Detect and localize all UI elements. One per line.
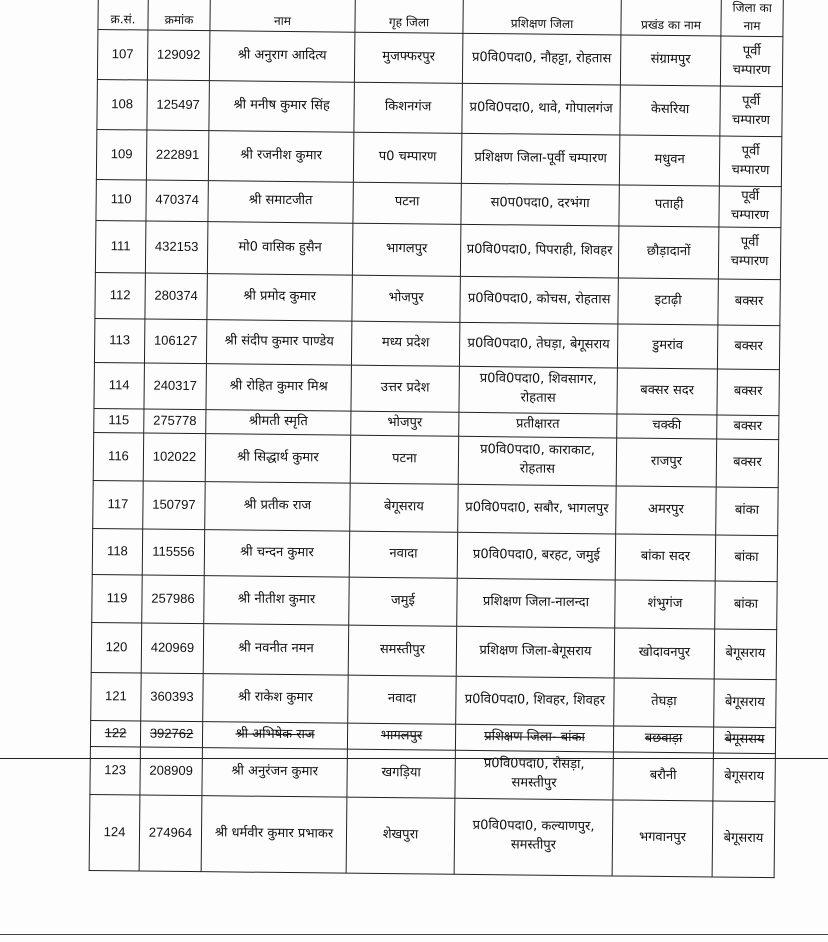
district-name-cell: बेगूसराय — [713, 727, 775, 754]
number-cell: 432153 — [145, 221, 208, 274]
home-district-cell: भोजपुर — [352, 275, 460, 322]
district-name-cell: पूर्वी चम्पारण — [720, 36, 783, 87]
table-row — [95, 220, 781, 279]
name-cell: मो0 वासिक हुसैन — [207, 221, 353, 275]
name-cell: श्री मनीष कुमार सिंह — [209, 81, 355, 133]
serial-cell: 112 — [95, 272, 145, 319]
home-district-cell: पटना — [353, 182, 461, 224]
name-cell: श्री अनुरंजन कुमार — [202, 747, 347, 797]
district-name-cell: बक्सर — [717, 415, 779, 440]
table-row — [97, 79, 782, 136]
block-name-cell: मधुवन — [619, 135, 720, 186]
district-name-cell: पूर्वी चम्पारण — [718, 227, 781, 280]
number-cell: 129092 — [147, 30, 210, 81]
home-district-cell: प0 चम्पारण — [353, 132, 462, 183]
name-cell: श्री धर्मवीर कुमार प्रभाकर — [201, 795, 347, 873]
training-district-cell: प्रशिक्षण जिला-बेगूसराय — [456, 626, 615, 678]
number-cell: 240317 — [144, 363, 206, 410]
serial-cell: 107 — [97, 30, 148, 81]
name-cell: श्री प्रतीक राज — [205, 481, 350, 531]
serial-cell: 115 — [94, 408, 144, 433]
home-district-cell: बेगूसराय — [350, 483, 458, 532]
number-cell: 150797 — [143, 481, 205, 530]
block-name-cell: तेघड़ा — [614, 678, 714, 727]
table-row — [96, 129, 781, 186]
district-name-cell: बक्सर — [717, 325, 779, 370]
table-row — [92, 574, 777, 629]
table-row — [91, 622, 776, 679]
name-cell: श्री चन्दन कुमार — [204, 529, 349, 577]
training-district-cell: प्रशिक्षण जिला-पूर्वी चम्पारण — [461, 133, 620, 185]
district-name-cell: बक्सर — [717, 369, 779, 416]
number-cell: 115556 — [142, 529, 204, 576]
home-district-cell: नवादा — [348, 675, 456, 724]
number-cell: 470374 — [146, 180, 208, 221]
district-name-cell: पूर्वी चम्पारण — [719, 186, 781, 227]
table-row — [89, 794, 775, 877]
number-cell: 360393 — [141, 673, 203, 722]
header-name: नाम — [210, 0, 356, 32]
name-cell: श्री रजनीश कुमार — [208, 131, 354, 183]
home-district-cell: शेखपुरा — [346, 797, 455, 874]
number-cell: 257986 — [142, 575, 204, 624]
block-name-cell: छौड़ादानों — [618, 226, 719, 279]
serial-cell: 116 — [93, 432, 143, 481]
header-block-name: प्रखंड का नाम — [621, 0, 722, 36]
serial-cell: 111 — [95, 220, 146, 273]
home-district-cell: किशनगंज — [354, 82, 463, 133]
name-cell: श्री नीतीश कुमार — [204, 575, 349, 625]
serial-cell: 120 — [91, 622, 142, 673]
district-name-cell: बक्सर — [716, 439, 778, 488]
number-cell: 420969 — [141, 623, 204, 674]
district-name-cell: बेगूसराय — [713, 753, 775, 802]
block-name-cell: डुमरांव — [617, 324, 717, 369]
home-district-cell: उत्तर प्रदेश — [351, 365, 459, 412]
table-row — [97, 30, 782, 87]
table-row — [93, 432, 778, 487]
block-name-cell: संग्रामपुर — [620, 35, 721, 86]
serial-cell: 122 — [90, 720, 140, 747]
home-district-cell: मध्य प्रदेश — [351, 321, 459, 366]
home-district-cell: भोजपुर — [351, 411, 459, 436]
table-row — [90, 746, 775, 801]
block-name-cell: चक्की — [617, 414, 717, 439]
number-cell: 280374 — [145, 273, 207, 320]
horizontal-rule-line — [0, 758, 828, 759]
training-district-cell: प्र0वि0पदा0, रोसड़ा, समस्तीपुर — [455, 750, 613, 800]
block-name-cell: केसरिया — [620, 85, 721, 136]
table-row — [92, 528, 777, 581]
district-name-cell: बक्सर — [718, 279, 780, 326]
table-row — [94, 318, 779, 369]
serial-cell: 114 — [94, 362, 144, 409]
block-name-cell: पताही — [619, 185, 719, 227]
training-district-cell: प्रशिक्षण जिला-नालन्दा — [457, 578, 615, 628]
name-cell: श्री नवनीत नमन — [203, 623, 349, 675]
number-cell: 392762 — [140, 721, 202, 748]
training-district-cell: प्र0वि0पदा0, कोचस, रोहतास — [460, 276, 618, 324]
training-district-cell: प्रतीक्षारत — [459, 412, 617, 438]
block-name-cell: बक्सर सदर — [617, 368, 717, 415]
serial-cell: 108 — [97, 79, 148, 130]
name-cell: श्री अनुराग आदित्य — [209, 31, 355, 83]
serial-cell: 118 — [92, 528, 142, 575]
table-row — [94, 362, 779, 415]
home-district-cell: मुजफ्फरपुर — [354, 32, 463, 83]
name-cell: श्रीमती स्मृति — [206, 409, 351, 435]
training-district-cell: प्र0वि0पदा0, शिवहर, शिवहर — [456, 676, 614, 726]
block-name-cell: भगवानपुर — [612, 800, 713, 877]
number-cell: 125497 — [147, 80, 210, 131]
training-district-cell: प्र0वि0पदा0, बरहट, जमुई — [457, 532, 615, 580]
header-number: क्रमांक — [148, 0, 211, 31]
number-cell: 222891 — [146, 130, 209, 181]
district-name-cell: बांका — [716, 487, 778, 536]
district-name-cell: बांका — [715, 581, 777, 630]
district-name-cell: बेगूसराय — [714, 629, 777, 680]
header-training-district: प्रशिक्षण जिला — [463, 0, 622, 35]
number-cell: 102022 — [143, 433, 205, 482]
serial-cell: 119 — [92, 574, 142, 623]
training-district-cell: प्र0वि0पदा0, तेघड़ा, बेगूसराय — [459, 322, 617, 368]
home-district-cell: जमुई — [349, 577, 457, 626]
serial-cell: 110 — [96, 179, 146, 220]
district-name-cell: बेगूसराय — [714, 679, 776, 728]
block-name-cell: शंभुगंज — [615, 580, 715, 629]
district-name-cell: बेगूसराय — [712, 801, 775, 878]
header-serial: क्र.सं. — [98, 0, 149, 30]
block-name-cell: अमरपुर — [616, 486, 716, 535]
table-row — [95, 272, 780, 325]
home-district-cell: भागलपुर — [352, 223, 461, 276]
officer-posting-table — [89, 0, 784, 878]
serial-cell: 121 — [91, 672, 141, 721]
training-district-cell: प्र0वि0पदा0, पिपराही, शिवहर — [460, 224, 619, 278]
serial-cell: 124 — [89, 794, 140, 871]
block-name-cell: खोदावनपुर — [614, 628, 715, 679]
block-name-cell: इटाढ़ी — [618, 278, 718, 325]
training-district-cell: प्र0वि0पदा0, काराकाट, रोहतास — [458, 436, 616, 486]
number-cell: 208909 — [140, 747, 202, 796]
table-body — [89, 30, 783, 878]
home-district-cell: भागलपुर — [347, 723, 455, 750]
block-name-cell: बरौनी — [613, 752, 713, 801]
table-row — [93, 480, 778, 535]
header-district-name: जिला का नाम — [721, 0, 784, 37]
serial-cell: 117 — [93, 480, 143, 529]
block-name-cell: बछवाड़ा — [613, 726, 713, 753]
training-district-cell: स0प0पदा0, दरभंगा — [461, 183, 619, 225]
name-cell: श्री अभिषेक राज — [202, 721, 347, 749]
name-cell: श्री सिद्धार्थ कुमार — [205, 433, 350, 483]
training-district-cell: प्रशिक्षण जिला- बांका — [455, 724, 613, 752]
district-name-cell: पूर्वी चम्पारण — [719, 136, 782, 187]
number-cell: 274964 — [139, 795, 202, 872]
home-district-cell: नवादा — [349, 531, 457, 578]
home-district-cell: समस्तीपुर — [348, 625, 457, 676]
training-district-cell: प्र0वि0पदा0, थावे, गोपालगंज — [462, 83, 621, 135]
training-district-cell: प्र0वि0पदा0, शिवसागर, रोहतास — [459, 366, 617, 414]
block-name-cell: बांका सदर — [615, 534, 715, 581]
table-row — [91, 672, 776, 727]
table-row — [96, 179, 781, 227]
name-cell: श्री समाटजीत — [208, 181, 353, 223]
home-district-cell: पटना — [350, 435, 458, 484]
district-name-cell: पूर्वी चम्पारण — [720, 86, 783, 137]
serial-cell: 109 — [96, 129, 147, 180]
header-home-district: गृह जिला — [355, 0, 464, 33]
block-name-cell: राजपुर — [616, 438, 716, 487]
home-district-cell: खगड़िया — [347, 749, 455, 798]
training-district-cell: प्र0वि0पदा0, नौहट्टा, रोहतास — [462, 33, 621, 85]
district-name-cell: बांका — [715, 535, 777, 582]
name-cell: श्री प्रमोद कुमार — [207, 273, 352, 321]
serial-cell: 113 — [94, 318, 144, 363]
training-district-cell: प्र0वि0पदा0, कल्याणपुर, समस्तीपुर — [454, 798, 613, 876]
name-cell: श्री संदीप कुमार पाण्डेय — [206, 319, 351, 365]
training-district-cell: प्र0वि0पदा0, सबौर, भागलपुर — [458, 484, 616, 534]
number-cell: 275778 — [144, 409, 206, 434]
name-cell: श्री रोहित कुमार मिश्र — [206, 363, 351, 411]
bottom-edge-line — [0, 934, 828, 935]
name-cell: श्री राकेश कुमार — [203, 673, 348, 723]
serial-cell: 123 — [90, 746, 140, 795]
number-cell: 106127 — [144, 319, 206, 364]
